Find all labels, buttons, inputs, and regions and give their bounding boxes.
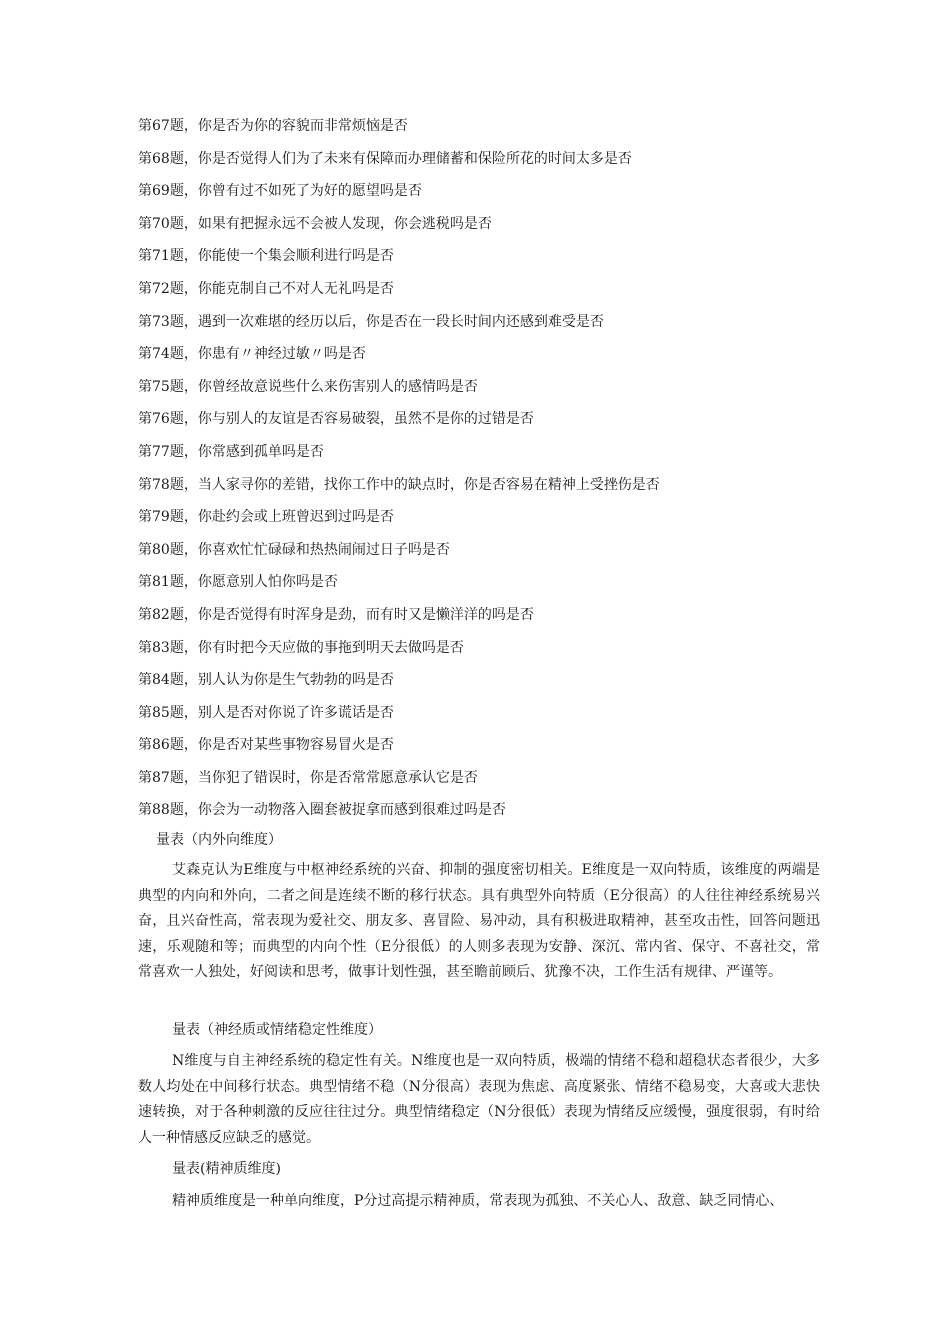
n-scale-title: 量表（神经质或情绪稳定性维度） [172, 1022, 382, 1038]
question-item: 第74题，你患有〃神经过敏〃吗是否 [138, 346, 366, 363]
question-item: 第78题，当人家寻你的差错，找你工作中的缺点时，你是否容易在精神上受挫伤是否 [138, 476, 660, 493]
question-item: 第76题，你与别人的友谊是否容易破裂，虽然不是你的过错是否 [138, 411, 534, 428]
question-item: 第77题，你常感到孤单吗是否 [138, 443, 324, 460]
question-item: 第86题，你是否对某些事物容易冒火是否 [138, 737, 394, 754]
question-list [138, 114, 818, 831]
e-scale-title: 量表（内外向维度） [156, 832, 282, 848]
question-item: 第68题，你是否觉得人们为了未来有保障而办理储蓄和保险所花的时间太多是否 [138, 150, 632, 167]
question-item: 第79题，你赴约会或上班曾迟到过吗是否 [138, 509, 394, 526]
question-item: 第81题，你愿意别人怕你吗是否 [138, 574, 338, 591]
n-scale-description: N维度与自主神经系统的稳定性有关。N维度也是一双向特质，极端的情绪不稳和超稳状态者很少，大多数人均处在中间移行状态。典型情绪不稳（N分很高）表现为焦虑、高度紧张、情绪不稳易变，大喜或大悲快速转换，对于各种刺激的反应往往过分。典型情绪稳定（N分很低）表现为情绪反应缓慢，强度很弱，有时给人一种情感反应缺乏的感觉。 [138, 1053, 820, 1146]
question-item: 第80题，你喜欢忙忙碌碌和热热闹闹过日子吗是否 [138, 541, 450, 558]
question-item: 第84题，别人认为你是生气勃勃的吗是否 [138, 672, 394, 689]
question-item: 第73题，遇到一次难堪的经历以后，你是否在一段长时间内还感到难受是否 [138, 313, 604, 330]
question-item: 第87题，当你犯了错误时，你是否常常愿意承认它是否 [138, 769, 478, 786]
question-item: 第82题，你是否觉得有时浑身是劲，而有时又是懒洋洋的吗是否 [138, 606, 534, 623]
question-item: 第72题，你能克制自己不对人无礼吗是否 [138, 280, 394, 297]
question-item: 第83题，你有时把今天应做的事拖到明天去做吗是否 [138, 639, 464, 656]
p-scale-description: 精神质维度是一种单向维度，P分过高提示精神质，常表现为孤独、不关心人、敌意、缺乏同情心、 [172, 1193, 784, 1209]
question-item: 第69题，你曾有过不如死了为好的愿望吗是否 [138, 183, 422, 200]
question-item: 第85题，别人是否对你说了许多谎话是否 [138, 704, 394, 721]
question-item: 第88题，你会为一动物落入圈套被捉拿而感到很难过吗是否 [138, 802, 506, 819]
question-item: 第75题，你曾经故意说些什么来伤害别人的感情吗是否 [138, 378, 478, 395]
question-item: 第71题，你能使一个集会顺利进行吗是否 [138, 248, 394, 265]
question-item: 第67题，你是否为你的容貌而非常烦恼是否 [138, 118, 408, 134]
e-scale-description: 艾森克认为E维度与中枢神经系统的兴奋、抑制的强度密切相关。E维度是一双向特质，该维度的两端是典型的内向和外向，二者之间是连续不断的移行状态。具有典型外向特质（E分很高）的人往往神经系统易兴奋，且兴奋性高，常表现为爱社交、朋友多、喜冒险、易冲动，具有积极进取精神，甚至攻击性，回答问题迅速，乐观随和等；而典型的内向个性（E分很低）的人则多表现为安静、深沉、常内省、保守、不喜社交，常常喜欢一人独处，好阅读和思考，做事计划性强，甚至瞻前顾后、犹豫不决，工作生活有规律、严谨等。 [138, 862, 820, 981]
question-item: 第70题，如果有把握永远不会被人发现，你会逃税吗是否 [138, 215, 492, 232]
p-scale-title: 量表(精神质维度) [172, 1161, 281, 1177]
